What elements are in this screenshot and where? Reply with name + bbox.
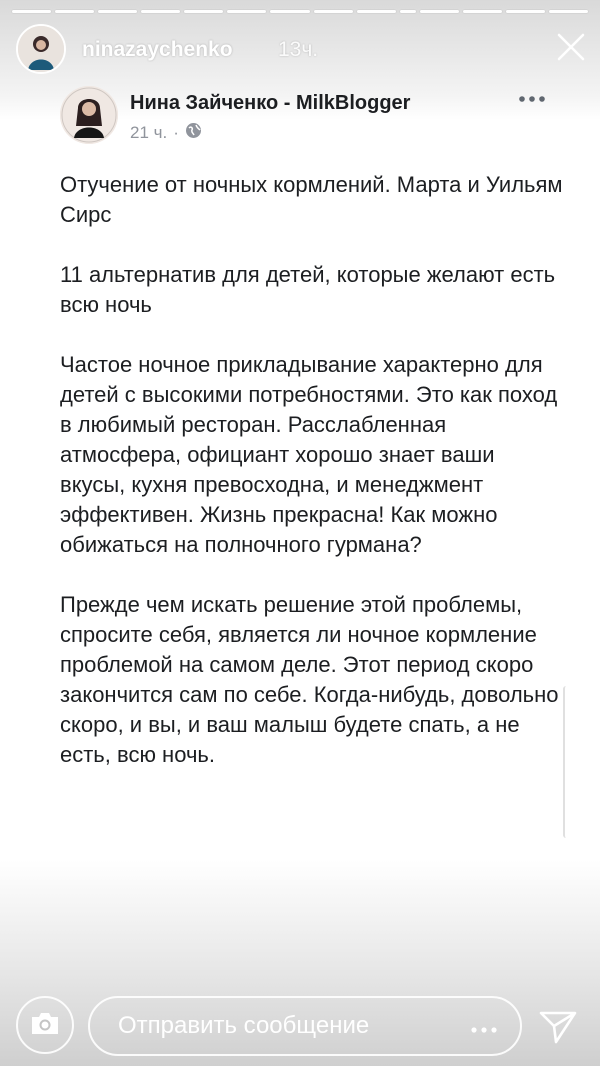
progress-segment: [184, 10, 223, 13]
post-body: [60, 170, 565, 800]
camera-button[interactable]: [16, 996, 74, 1054]
progress-segment: [463, 10, 502, 13]
progress-segment: [98, 10, 137, 13]
progress-segment: [314, 10, 353, 13]
progress-segment: [141, 10, 180, 13]
progress-segment: [506, 10, 545, 13]
message-bar[interactable]: [88, 996, 522, 1056]
story-username[interactable]: ninazaychenko: [82, 38, 233, 61]
story-time: 13ч.: [278, 38, 319, 61]
progress-segment: [270, 10, 309, 13]
progress-segment: [549, 10, 588, 13]
send-icon[interactable]: [536, 1004, 580, 1048]
story-avatar[interactable]: [16, 24, 66, 74]
scroll-indicator: [563, 686, 569, 838]
progress-segment: [400, 10, 416, 13]
progress-segment: [12, 10, 51, 13]
camera-icon: [30, 1010, 60, 1041]
progress-segment: [420, 10, 459, 13]
globe-icon: [185, 122, 202, 144]
more-options-icon[interactable]: [468, 1022, 500, 1032]
more-icon[interactable]: [516, 92, 548, 106]
post-paragraph: Частое ночное прикладывание характерно для детей с высокими потребностями. Это как поход в любимый ресторан. Расслабленная атмосфера, официант хорошо знает ваши вкусы, кухня превосходна, и менеджмент эффективен. Жизнь прекрасна! Как можно обижаться на полночного гурмана?: [60, 352, 558, 557]
progress-segment: [227, 10, 266, 13]
post-author-name[interactable]: Нина Зайченко - MilkBlogger: [130, 92, 411, 114]
post-paragraph: 11 альтернатив для детей, которые желают есть всю ночь: [60, 262, 556, 317]
progress-segment: [55, 10, 94, 13]
story-progress-bar: [12, 10, 588, 13]
post-paragraph: Прежде чем искать решение этой проблемы, спросите себя, является ли ночное кормление проблемой на самом деле. Этот период скоро закончится сам по себе. Когда-нибудь, довольно скоро, и вы, и ваш малыш будете спать, а не есть, всю ночь.: [60, 592, 559, 767]
post-header: [60, 86, 560, 146]
progress-segment: [357, 10, 396, 13]
post-author-avatar[interactable]: [60, 86, 118, 144]
close-icon[interactable]: [556, 32, 586, 62]
message-input[interactable]: [118, 1011, 448, 1041]
story-header: [16, 24, 586, 74]
meta-separator: ·: [173, 123, 179, 142]
post-time[interactable]: 21 ч.: [130, 123, 168, 142]
post-meta: [130, 122, 202, 144]
post-paragraph: Отучение от ночных кормлений. Марта и Уильям Сирс: [60, 172, 563, 227]
